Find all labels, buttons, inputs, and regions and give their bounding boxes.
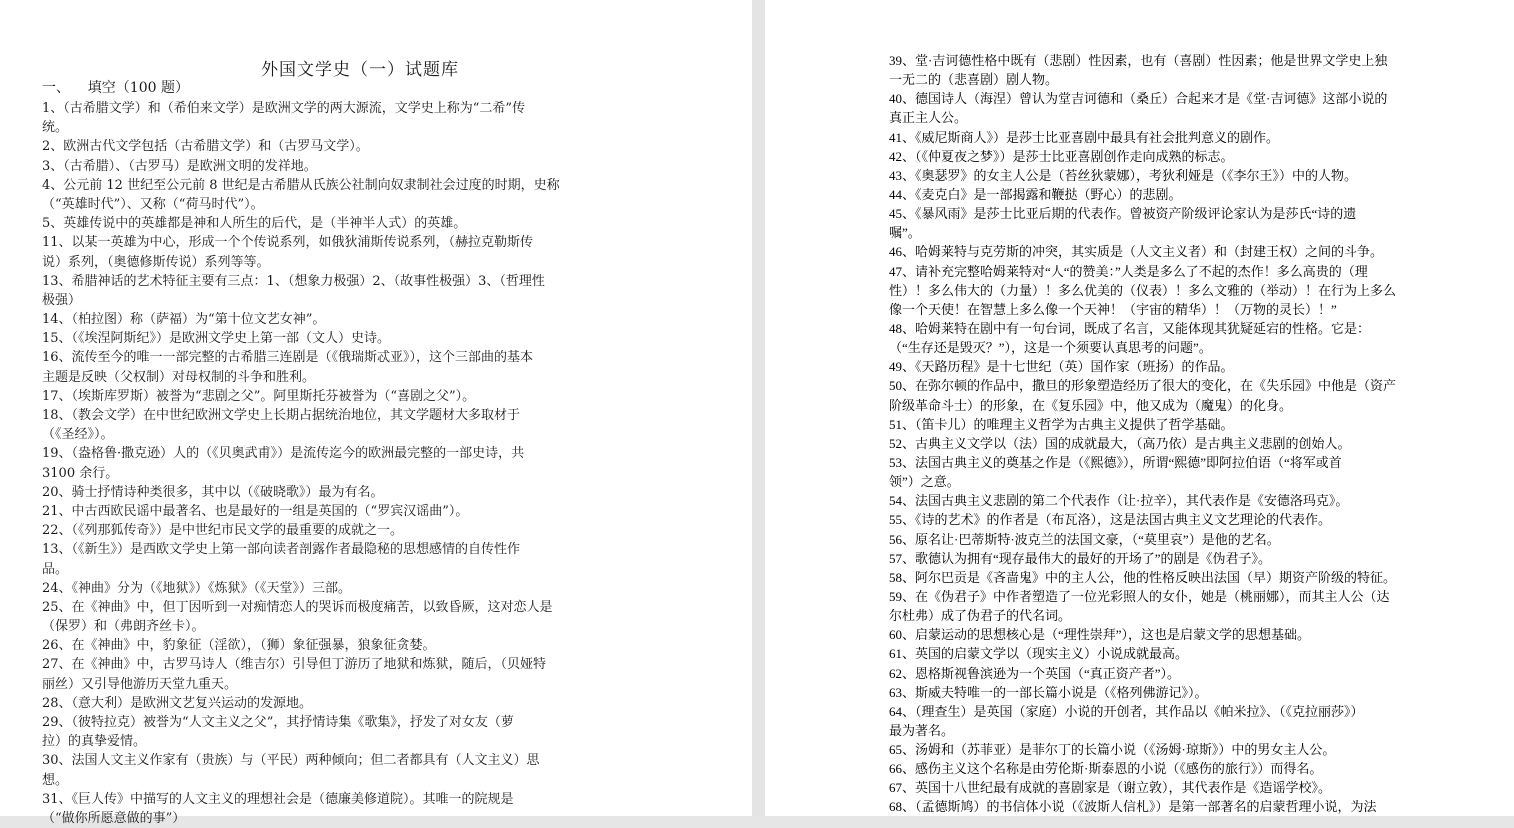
text-line: 17、（埃斯库罗斯）被誉为“悲剧之父”。阿里斯托芬被誉为（“喜剧之父”）。 [42, 388, 476, 404]
text-line: 67、英国十八世纪最有成就的喜剧家是（谢立敦），其代表作是《造谣学校》。 [889, 780, 1332, 796]
page-divider [752, 0, 765, 816]
section-heading: 一、 填空（100 题） [42, 80, 189, 96]
text-line: （“做你所愿意做的事”） [42, 810, 186, 826]
text-line: 主题是反映（父权制）对母权制的斗争和胜利。 [42, 369, 316, 385]
text-line: 5、英雄传说中的英雄都是神和人所生的后代，是（半神半人式）的英雄。 [42, 216, 467, 232]
text-line: 19、（盎格鲁·撒克逊）人的（《贝奥武甫》）是流传迄今的欧洲最完整的一部史诗，共 [42, 446, 525, 462]
text-line: 42、（《仲夏夜之梦》）是莎士比亚喜剧创作走向成熟的标志。 [889, 148, 1234, 164]
text-line: 45、《暴风雨》是莎士比亚后期的代表作。曾被资产阶级评论家认为是莎氏“诗的遗 [889, 206, 1357, 222]
text-line: 18、（教会文学）在中世纪欧洲文学史上长期占据统治地位，其文学题材大多取材于 [42, 408, 521, 423]
text-line: 43、《奥瑟罗》的女主人公是（苔丝狄蒙娜），考狄利娅是（《李尔王》）中的人物。 [889, 167, 1358, 183]
text-line: 50、在弥尔顿的作品中，撒旦的形象塑造经历了很大的变化，在《失乐园》中他是（资产 [889, 378, 1397, 394]
text-line: 丽丝）又引导他游历天堂九重天。 [42, 676, 238, 692]
text-line: 29、（彼特拉克）被誉为“人文主义之父”，其抒情诗集《歌集》，抒发了对女友（萝 [42, 715, 514, 730]
text-line: 尔杜弗）成了伪君子的代名词。 [889, 608, 1072, 624]
text-line: 49、《天路历程》是十七世纪（英）国作家（班扬）的作品。 [889, 359, 1234, 375]
text-line: 1、（古希腊文学）和（希伯来文学）是欧洲文学的两大源流，文学史上称为“二希”传 [42, 101, 526, 116]
text-line: 统。 [42, 120, 69, 136]
text-line: 57、歌德认为拥有“现存最伟大的最好的开场了”的剧是《伪君子》。 [889, 550, 1272, 566]
text-line: （“生存还是毁灭？”），这是一个须要认真思考的问题”。 [889, 340, 1212, 356]
text-line: 55、《诗的艺术》的作者是（布瓦洛），这是法国古典主义文艺理论的代表作。 [889, 512, 1332, 528]
text-line: 2、欧洲古代文学包括（古希腊文学）和（古罗马文学）。 [42, 139, 369, 155]
text-line: 61、英国的启蒙文学以（现实主义）小说成就最高。 [889, 646, 1189, 662]
text-line: 28、（意大利）是欧洲文艺复兴运动的发源地。 [42, 695, 313, 711]
text-line: 真正主人公。 [889, 110, 968, 126]
left-page-text [42, 99, 632, 828]
text-line: 62、恩格斯视鲁滨逊为一个英国（“真正资产者”）。 [889, 665, 1181, 681]
text-line: 30、法国人文主义作家有（贵族）与（平民）两种倾向；但二者都具有（人文主义）思 [42, 753, 540, 769]
text-line: 想。 [42, 772, 69, 788]
text-line: 40、德国诗人（海涅）曾认为堂吉诃德和（桑丘）合起来才是《堂·吉诃德》这部小说的 [889, 91, 1388, 107]
text-line: 68、（孟德斯鸠）的书信体小说（《波斯人信札》）是第一部著名的启蒙哲理小说，为法 [889, 799, 1377, 815]
right-page-text [889, 51, 1479, 817]
text-line: 3、（古希腊）、（古罗马）是欧洲文明的发祥地。 [42, 158, 317, 174]
text-line: 13、（《新生》）是西欧文学史上第一部向读者剖露作者最隐秘的思想感情的自传性作 [42, 542, 521, 558]
text-line: 46、哈姆莱特与克劳斯的冲突，其实质是（人文主义者）和（封建王权）之间的斗争。 [889, 244, 1384, 260]
text-line: 20、骑士抒情诗种类很多，其中以（《破晓歌》）最为有名。 [42, 484, 384, 500]
text-line: 47、请补充完整哈姆莱特对“人“的赞美：”人类是多么了不起的杰作！多么高贵的（理 [889, 263, 1368, 279]
text-line: 品。 [42, 561, 69, 577]
text-line: 14、（柏拉图）称（萨福）为“第十位文艺女神”。 [42, 312, 326, 328]
text-line: 领”）之意。 [889, 474, 960, 490]
text-line: 阶级革命斗士）的形象，在《复乐园》中，他又成为（魔鬼）的化身。 [889, 397, 1293, 413]
text-line: 16、流传至今的唯一一部完整的古希腊三连剧是（《俄瑞斯忒亚》），这个三部曲的基本 [42, 350, 534, 366]
text-line: 拉）的真挚爱情。 [42, 734, 147, 750]
text-line: 59、在《伪君子》中作者塑造了一位光彩照人的女仆，她是（桃丽娜），而其主人公（达 [889, 588, 1390, 604]
text-line: 15、（《埃涅阿斯纪》）是欧洲文学史上第一部（文人）史诗。 [42, 331, 391, 347]
text-line: 25、在《神曲》中，但丁因听到一对痴情恋人的哭诉而极度痛苦，以致昏厥，这对恋人是 [42, 599, 553, 615]
page-left [0, 0, 752, 826]
text-line: 11、以某一英雄为中心，形成一个个传说系列，如俄狄浦斯传说系列，（赫拉克勒斯传 [42, 235, 534, 251]
text-line: 26、在《神曲》中，豹象征（淫欲），（狮）象征强暴，狼象征贪婪。 [42, 638, 436, 654]
text-line: 13、希腊神话的艺术特征主要有三点：1、（想象力极强）2、（故事性极强）3、（哲理性 [42, 273, 545, 289]
text-line: 64、（理查生）是英国（家庭）小说的开创者，其作品以《帕米拉》、（《克拉丽莎》） [889, 703, 1364, 719]
text-line: （“英雄时代”）、又称（“荷马时代”）。 [42, 196, 264, 212]
text-line: 48、哈姆莱特在剧中有一句台词，既成了名言，又能体现其犹疑延宕的性格。它是： [889, 320, 1371, 336]
text-line: 24、《神曲》分为（《地狱》）《炼狱》（《天堂》）三部。 [42, 580, 352, 596]
text-line: 4、公元前 12 世纪至公元前 8 世纪是古希腊从氏族公社制向奴隶制社会过度的时期，史称 [42, 177, 560, 193]
text-line: 31、《巨人传》中描写的人文主义的理想社会是（德廉美修道院）。其唯一的院规是 [42, 791, 514, 807]
text-line: 21、中古西欧民谣中最著名、也是最好的一组是英国的（“罗宾汉谣曲”）。 [42, 503, 469, 519]
text-line: 性）！多么伟大的（力量）！多么优美的（仪表）！多么文雅的（举动）！在行为上多么 [889, 282, 1397, 298]
text-line: 最为著名。 [889, 722, 955, 738]
text-line: 22、（《列那狐传奇》）是中世纪市民文学的最重要的成就之一。 [42, 523, 404, 539]
text-line: 66、感伤主义这个名称是由劳伦斯·斯泰恩的小说（《感伤的旅行》）而得名。 [889, 761, 1323, 777]
text-line: 58、阿尔巴贡是《吝啬鬼》中的主人公，他的性格反映出法国（早）期资产阶级的特征。 [889, 569, 1397, 585]
text-line: 56、原名让·巴蒂斯特·波克兰的法国文豪，（“莫里哀”）是他的艺名。 [889, 531, 1280, 547]
text-line: 63、斯威夫特唯一的一部长篇小说是（《格列佛游记》）。 [889, 684, 1208, 700]
text-line: 41、《威尼斯商人》）是莎士比亚喜剧中最具有社会批判意义的剧作。 [889, 129, 1280, 145]
text-line: 54、法国古典主义悲剧的第二个代表作（让·拉辛），其代表作是《安德洛玛克》。 [889, 493, 1349, 509]
text-line: 嘱”。 [889, 225, 921, 241]
text-line: 极强） [42, 292, 82, 308]
document-title: 外国文学史（一）试题库 [261, 60, 459, 80]
text-line: 说）系列，（奥德修斯传说）系列等等。 [42, 254, 270, 270]
text-line: 53、法国古典主义的奠基之作是（《熙德》），所谓“熙德”即阿拉伯语（“将军或首 [889, 454, 1342, 470]
text-line: 65、汤姆和（苏菲亚）是菲尔丁的长篇小说（《汤姆·琼斯》）中的男女主人公。 [889, 742, 1336, 758]
text-line: 51、（笛卡儿）的唯理主义哲学为古典主义提供了哲学基础。 [889, 416, 1234, 432]
text-line: 一无二的（悲喜剧）剧人物。 [889, 72, 1059, 88]
text-line: （《圣经》）。 [42, 427, 114, 443]
text-line: 像一个天使！在智慧上多么像一个天神！（宇宙的精华）！（万物的灵长）！” [889, 301, 1337, 317]
text-line: 44、《麦克白》是一部揭露和鞭挞（野心）的悲剧。 [889, 186, 1182, 202]
text-line: 39、堂·吉诃德性格中既有（悲剧）性因素，也有（喜剧）性因素；他是世界文学史上独 [889, 53, 1388, 68]
text-line: 3100 余行。 [42, 465, 119, 481]
text-line: （保罗）和（弗朗齐丝卡）。 [42, 619, 205, 635]
text-line: 60、启蒙运动的思想核心是（“理性崇拜”），这也是启蒙文学的思想基础。 [889, 627, 1311, 643]
text-line: 27、在《神曲》中，古罗马诗人（维吉尔）引导但丁游历了地狱和炼狱，随后，（贝娅特 [42, 657, 547, 673]
text-line: 52、古典主义文学以（法）国的成就最大，（高乃依）是古典主义悲剧的创始人。 [889, 435, 1351, 451]
